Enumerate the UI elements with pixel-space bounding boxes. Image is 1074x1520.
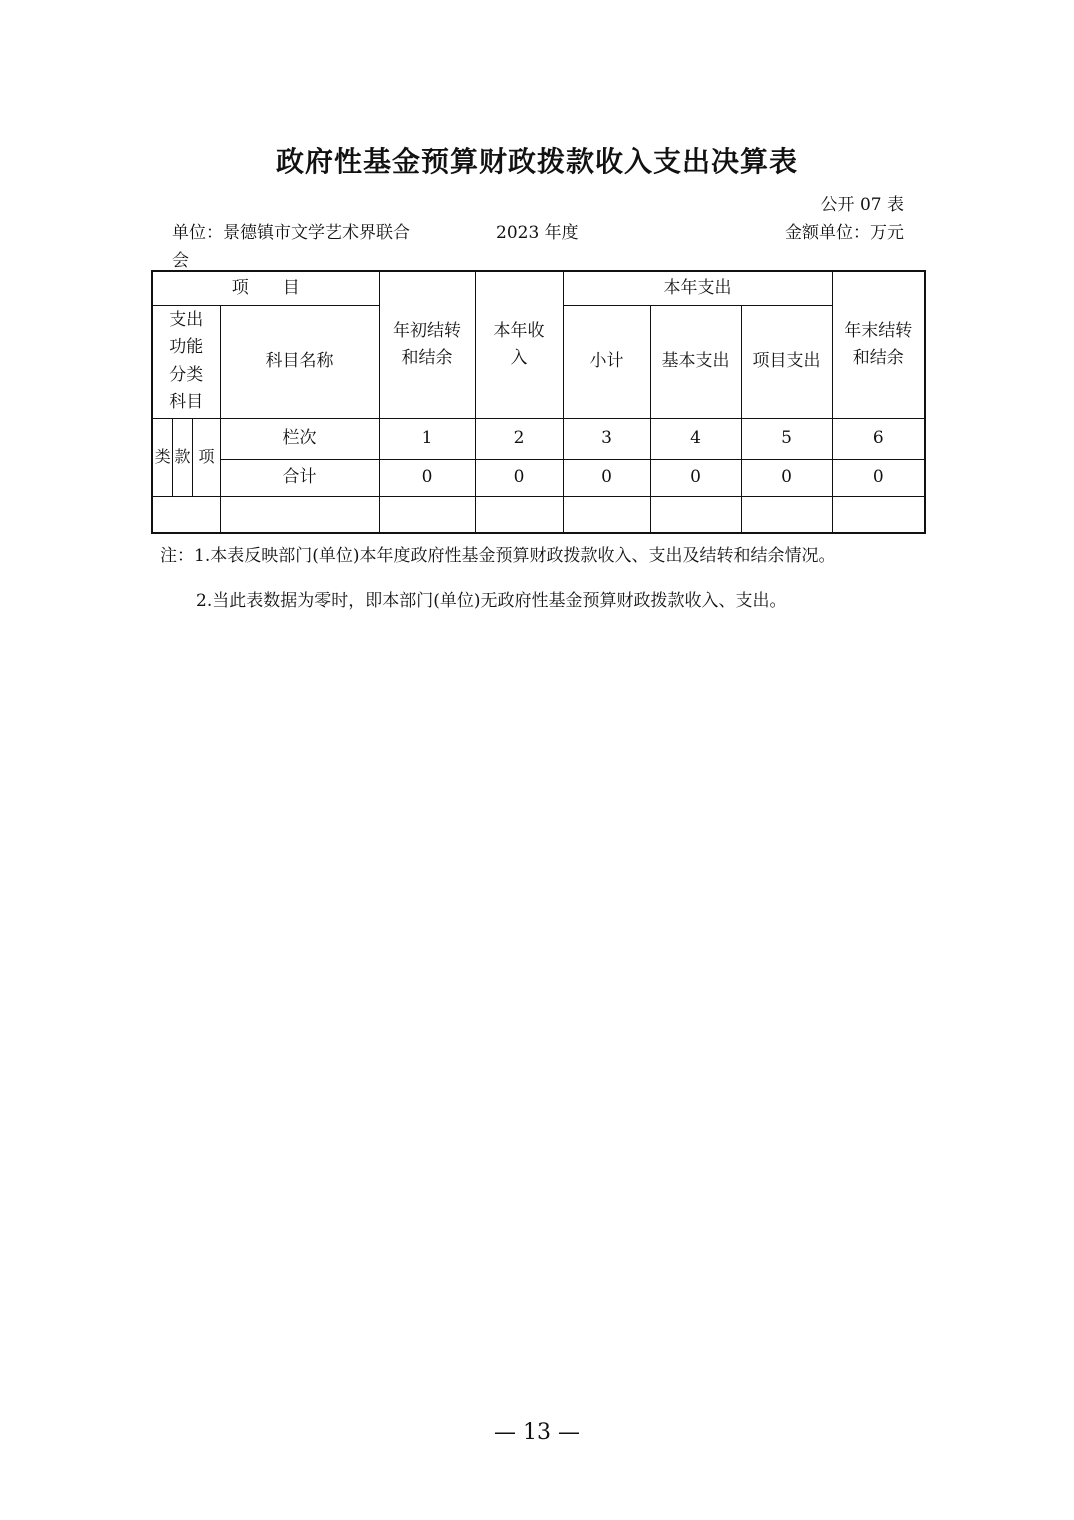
page-number: — 13 — [494,1420,580,1445]
note-1: 注：1.本表反映部门(单位)本年度政府性基金预算财政拨款收入、支出及结转和结余情况。 [160,546,836,566]
kuan-header: 款 [172,418,192,496]
xiang-header: 项 [192,418,220,496]
empty-cell [563,496,650,533]
begin-balance-header-line: 和结余 [401,347,453,368]
page-title: 政府性基金预算财政拨款收入支出决算表 [275,145,798,178]
empty-cell [152,496,220,533]
lei-header: 类 [152,418,172,496]
empty-cell [475,496,563,533]
function-class-header-line: 功能 [169,337,204,358]
column-index-cell: 6 [832,418,925,459]
empty-cell [741,496,832,533]
money-unit: 金额单位：万元 [785,223,904,243]
total-cell: 0 [379,459,475,496]
function-class-header-line: 科目 [169,391,204,412]
note-2: 2.当此表数据为零时，即本部门(单位)无政府性基金预算财政拨款收入、支出。 [196,591,787,611]
basic-expense-header: 基本支出 [650,305,741,418]
column-index-cell: 3 [563,418,650,459]
subtotal-header: 小计 [563,305,650,418]
column-index-cell: 1 [379,418,475,459]
budget-table [151,270,926,534]
subject-name-header: 科目名称 [220,305,379,418]
total-cell: 0 [832,459,925,496]
empty-row [152,496,925,533]
function-class-header-line: 支出 [169,310,204,331]
end-balance-header-line: 和结余 [852,347,904,368]
column-index-cell: 5 [741,418,832,459]
unit-label: 单位：景德镇市文学艺术界联合 [172,223,410,243]
current-income-header-line: 本年收 [493,320,545,341]
begin-balance-header [379,271,475,418]
end-balance-header [832,271,925,418]
current-income-header-line: 入 [510,347,528,368]
total-cell: 0 [563,459,650,496]
total-label: 合计 [220,459,379,496]
begin-balance-header-line: 年初结转 [393,320,461,341]
empty-cell [220,496,379,533]
column-index-cell: 2 [475,418,563,459]
empty-cell [379,496,475,533]
empty-cell [832,496,925,533]
column-index-cell: 4 [650,418,741,459]
function-class-header-line: 分类 [169,364,204,385]
total-cell: 0 [650,459,741,496]
total-cell: 0 [475,459,563,496]
item-header: 项 目 [152,271,379,305]
column-index-label: 栏次 [220,418,379,459]
function-class-header [152,305,220,418]
total-cell: 0 [741,459,832,496]
end-balance-header-line: 年末结转 [844,320,913,341]
current-expense-header: 本年支出 [563,271,832,305]
empty-cell [650,496,741,533]
unit-label-continued: 会 [172,251,189,271]
fiscal-year: 2023 年度 [496,223,579,243]
project-expense-header: 项目支出 [741,305,832,418]
form-code: 公开 07 表 [820,195,904,215]
current-income-header [475,271,563,418]
